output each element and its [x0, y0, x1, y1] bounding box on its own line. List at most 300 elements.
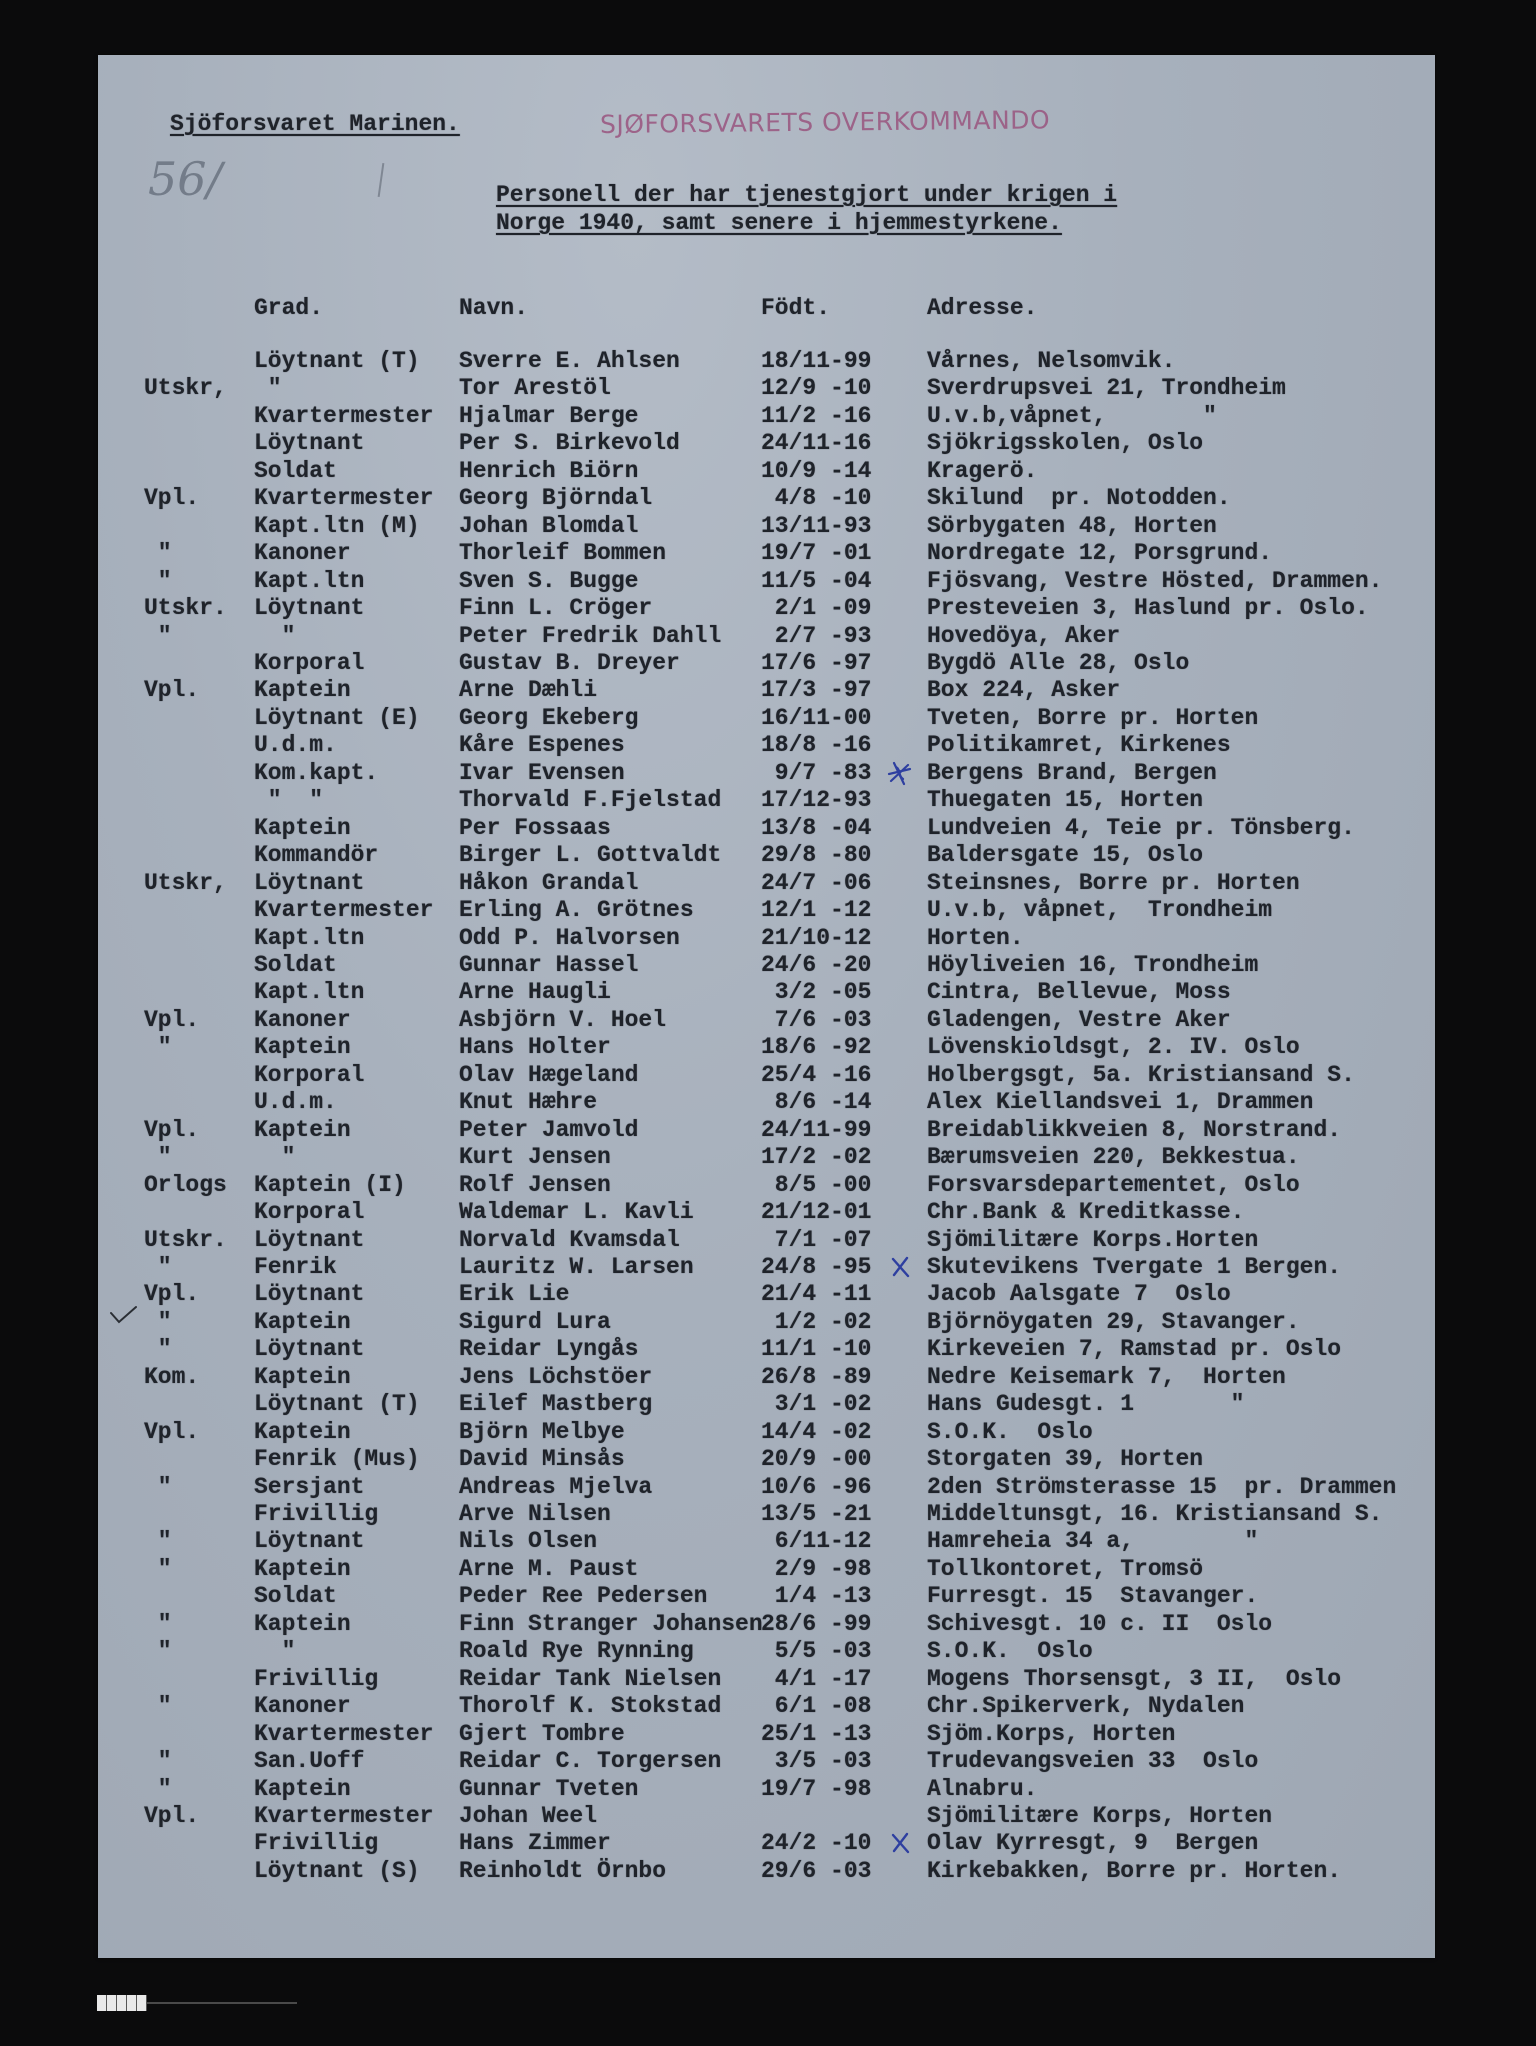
table-row [98, 1474, 1435, 1501]
column-header-birth-date: Födt. [761, 295, 831, 321]
birth-date: 9/7 -83 [774, 759, 872, 786]
rank: Löytnant [254, 1281, 365, 1308]
column-header-address: Adresse. [927, 295, 1038, 321]
rank: Kaptein [254, 1555, 351, 1582]
address: Skutevikens Tvergate 1 Bergen. [927, 1253, 1342, 1280]
birth-date: 11/2 -16 [761, 402, 872, 429]
rank-prefix: Orlogs [144, 1171, 227, 1198]
person-name: Knut Hæhre [459, 1089, 598, 1116]
rank-prefix: " [144, 1528, 172, 1555]
table-row [98, 595, 1435, 622]
table-row [98, 1199, 1435, 1226]
table-row [98, 760, 1435, 787]
table-row [98, 1583, 1435, 1610]
rank: Kvartermester [254, 485, 434, 512]
table-row [98, 1721, 1435, 1748]
rank: Kanoner [254, 1006, 351, 1033]
birth-date: 17/6 -97 [761, 649, 872, 676]
person-name: Rolf Jensen [459, 1171, 611, 1198]
rank: Löytnant [254, 1336, 365, 1363]
person-name: Olav Hægeland [459, 1061, 639, 1088]
rank: Kapt.ltn [254, 979, 365, 1006]
person-name: Peder Ree Pedersen [459, 1583, 708, 1610]
person-name: Georg Björndal [459, 485, 653, 512]
personnel-list [98, 348, 1435, 1885]
table-row [98, 1144, 1435, 1171]
rank: Kvartermester [254, 1803, 434, 1830]
person-name: Finn L. Cröger [459, 595, 653, 622]
table-row [98, 979, 1435, 1006]
rank-prefix: " [144, 1308, 172, 1335]
birth-date: 12/9 -10 [761, 375, 872, 402]
birth-date: 17/2 -02 [761, 1144, 872, 1171]
rank-prefix: Utskr, [144, 375, 227, 402]
rank-prefix: Utskr, [144, 869, 227, 896]
rank: Korporal [254, 649, 365, 676]
address: Alnabru. [927, 1775, 1038, 1802]
birth-date: 24/11-99 [761, 1116, 872, 1143]
address: Baldersgate 15, Oslo [927, 842, 1204, 869]
organization-heading: Sjöforsvaret Marinen. [170, 111, 460, 137]
birth-date: 10/9 -14 [761, 457, 872, 484]
rank: " [254, 1638, 296, 1665]
check-mark-icon [108, 1304, 138, 1328]
address: Höyliveien 16, Trondheim [927, 951, 1259, 978]
person-name: Björn Melbye [459, 1418, 625, 1445]
person-name: Waldemar L. Kavli [459, 1199, 694, 1226]
table-row [98, 1501, 1435, 1528]
address: Vårnes, Nelsomvik. [927, 348, 1176, 374]
address: Sjökrigsskolen, Oslo [927, 430, 1204, 457]
table-row [98, 1419, 1435, 1446]
table-row [98, 1748, 1435, 1775]
table-row [98, 842, 1435, 869]
rank: Kaptein [254, 814, 351, 841]
address: Björnöygaten 29, Stavanger. [927, 1308, 1300, 1335]
table-row [98, 403, 1435, 430]
table-row [98, 1446, 1435, 1473]
rank-prefix: " [144, 1775, 172, 1802]
table-row [98, 925, 1435, 952]
table-row [98, 568, 1435, 595]
address: S.O.K. Oslo [927, 1418, 1093, 1445]
person-name: Eilef Mastberg [459, 1391, 653, 1418]
table-row [98, 1227, 1435, 1254]
rank-prefix: Vpl. [144, 1803, 200, 1830]
birth-date: 7/1 -07 [774, 1226, 872, 1253]
person-name: Gustav B. Dreyer [459, 649, 680, 676]
birth-date: 17/3 -97 [761, 677, 872, 704]
rank: Fenrik [254, 1253, 337, 1280]
person-name: Sigurd Lura [459, 1308, 611, 1335]
rank: " " [254, 787, 324, 814]
rank-prefix: Vpl. [144, 1418, 200, 1445]
address: Lövenskioldsgt, 2. IV. Oslo [927, 1034, 1300, 1061]
person-name: Peter Fredrik Dahll [459, 622, 722, 649]
table-row [98, 1172, 1435, 1199]
table-row [98, 1281, 1435, 1308]
birth-date: 12/1 -12 [761, 897, 872, 924]
rank: Löytnant [254, 430, 365, 457]
table-row [98, 430, 1435, 457]
address: Sverdrupsvei 21, Trondheim [927, 375, 1286, 402]
rank-prefix: Utskr. [144, 1226, 227, 1253]
address: Steinsnes, Borre pr. Horten [927, 869, 1300, 896]
rank-prefix: " [144, 1638, 172, 1665]
rank: Fenrik (Mus) [254, 1446, 420, 1473]
address: Alex Kiellandsvei 1, Drammen [927, 1089, 1314, 1116]
table-row [98, 650, 1435, 677]
person-name: Hjalmar Berge [459, 402, 639, 429]
table-row [98, 952, 1435, 979]
table-row [98, 458, 1435, 485]
birth-date: 11/5 -04 [761, 567, 872, 594]
person-name: Hans Holter [459, 1034, 611, 1061]
birth-date: 7/6 -03 [774, 1006, 872, 1033]
birth-date: 3/2 -05 [774, 979, 872, 1006]
birth-date: 14/4 -02 [761, 1418, 872, 1445]
person-name: Sven S. Bugge [459, 567, 639, 594]
birth-date: 16/11-00 [761, 704, 872, 731]
handwritten-folio-number: 56/ [148, 152, 223, 206]
rank-prefix: " [144, 540, 172, 567]
birth-date: 10/6 -96 [761, 1473, 872, 1500]
birth-date: 1/4 -13 [774, 1583, 872, 1610]
rank: Korporal [254, 1061, 365, 1088]
address: Holbergsgt, 5a. Kristiansand S. [927, 1061, 1355, 1088]
address: Lundveien 4, Teie pr. Tönsberg. [927, 814, 1355, 841]
rank: Sersjant [254, 1473, 365, 1500]
table-row [98, 348, 1435, 375]
table-row [98, 1858, 1435, 1885]
address: Hovedöya, Aker [927, 622, 1121, 649]
table-row [98, 1336, 1435, 1363]
rank-prefix: Vpl. [144, 1006, 200, 1033]
birth-date: 8/6 -14 [774, 1089, 872, 1116]
address: Box 224, Asker [927, 677, 1121, 704]
birth-date: 2/1 -09 [774, 595, 872, 622]
birth-date: 18/8 -16 [761, 732, 872, 759]
rank: Frivillig [254, 1665, 379, 1692]
table-row [98, 1776, 1435, 1803]
rank: Kaptein (I) [254, 1171, 406, 1198]
person-name: Gjert Tombre [459, 1720, 625, 1747]
table-row [98, 1693, 1435, 1720]
birth-date: 8/5 -00 [774, 1171, 872, 1198]
birth-date: 25/1 -13 [761, 1720, 872, 1747]
rank: Kom.kapt. [254, 759, 379, 786]
table-row [98, 732, 1435, 759]
person-name: Johan Weel [459, 1803, 598, 1830]
person-name: Arne Haugli [459, 979, 611, 1006]
rank: Kaptein [254, 1775, 351, 1802]
person-name: David Minsås [459, 1446, 625, 1473]
table-row [98, 1556, 1435, 1583]
person-name: Roald Rye Rynning [459, 1638, 694, 1665]
birth-date: 25/4 -16 [761, 1061, 872, 1088]
person-name: Tor Arestöl [459, 375, 611, 402]
address: Bygdö Alle 28, Oslo [927, 649, 1190, 676]
address: Tollkontoret, Tromsö [927, 1555, 1204, 1582]
person-name: Lauritz W. Larsen [459, 1253, 694, 1280]
person-name: Henrich Biörn [459, 457, 639, 484]
birth-date: 17/12-93 [761, 787, 872, 814]
person-name: Reidar C. Torgersen [459, 1748, 722, 1775]
table-row [98, 375, 1435, 402]
rank-prefix: " [144, 1144, 172, 1171]
rank: Kvartermester [254, 897, 434, 924]
address: Kirkeveien 7, Ramstad pr. Oslo [927, 1336, 1342, 1363]
address: Sjömilitære Korps.Horten [927, 1226, 1259, 1253]
rank: Kaptein [254, 1610, 351, 1637]
birth-date: 13/5 -21 [761, 1501, 872, 1528]
birth-date: 21/4 -11 [761, 1281, 872, 1308]
table-row [98, 1391, 1435, 1418]
person-name: Jens Löchstöer [459, 1363, 653, 1390]
birth-date: 2/9 -98 [774, 1555, 872, 1582]
birth-date: 18/6 -92 [761, 1034, 872, 1061]
person-name: Arne M. Paust [459, 1555, 639, 1582]
person-name: Ivar Evensen [459, 759, 625, 786]
person-name: Thorvald F.Fjelstad [459, 787, 722, 814]
address: Sjöm.Korps, Horten [927, 1720, 1176, 1747]
person-name: Reidar Lyngås [459, 1336, 639, 1363]
asterisk-mark-icon [886, 760, 914, 787]
birth-date: 20/9 -00 [761, 1446, 872, 1473]
person-name: Odd P. Halvorsen [459, 924, 680, 951]
rank-prefix: " [144, 1555, 172, 1582]
rank: Kaptein [254, 1116, 351, 1143]
person-name: Thorolf K. Stokstad [459, 1693, 722, 1720]
person-name: Asbjörn V. Hoel [459, 1006, 667, 1033]
birth-date: 6/1 -08 [774, 1693, 872, 1720]
table-row [98, 623, 1435, 650]
person-name: Peter Jamvold [459, 1116, 639, 1143]
birth-date: 24/2 -10 [761, 1830, 872, 1857]
address: Cintra, Bellevue, Moss [927, 979, 1231, 1006]
rank: Kaptein [254, 1418, 351, 1445]
person-name: Gunnar Tveten [459, 1775, 639, 1802]
table-row [98, 1611, 1435, 1638]
birth-date: 29/6 -03 [761, 1857, 872, 1884]
document-page [98, 55, 1435, 1958]
address: Kragerö. [927, 457, 1038, 484]
person-name: Birger L. Gottvaldt [459, 842, 722, 869]
birth-date: 6/11-12 [774, 1528, 872, 1555]
person-name: Håkon Grandal [459, 869, 639, 896]
rank-prefix: " [144, 1336, 172, 1363]
rank: San.Uoff [254, 1748, 365, 1775]
table-row [98, 897, 1435, 924]
scale-bar [97, 1995, 147, 2011]
address: Trudevangsveien 33 Oslo [927, 1748, 1259, 1775]
document-title-line-2: Norge 1940, samt senere i hjemmestyrkene. [496, 210, 1062, 236]
rank: Kapt.ltn [254, 924, 365, 951]
address: Thuegaten 15, Horten [927, 787, 1204, 814]
rank: Löytnant (T) [254, 348, 420, 374]
table-row [98, 485, 1435, 512]
address: Kirkebakken, Borre pr. Horten. [927, 1857, 1342, 1884]
person-name: Georg Ekeberg [459, 704, 639, 731]
rank: Kvartermester [254, 1720, 434, 1747]
rank-prefix: " [144, 1693, 172, 1720]
rank: Kommandör [254, 842, 379, 869]
address: 2den Strömsterasse 15 pr. Drammen [927, 1473, 1397, 1500]
rank-prefix: Vpl. [144, 1281, 200, 1308]
document-title-line-1: Personell der har tjenestgjort under krigen i [496, 182, 1118, 208]
rank: Kanoner [254, 540, 351, 567]
address: Sjömilitære Korps, Horten [927, 1803, 1273, 1830]
pencil-stroke [378, 163, 385, 197]
column-header-name: Navn. [459, 295, 529, 321]
rank: Löytnant [254, 1226, 365, 1253]
person-name: Nils Olsen [459, 1528, 598, 1555]
birth-date: 3/1 -02 [774, 1391, 872, 1418]
table-row [98, 1638, 1435, 1665]
birth-date: 26/8 -89 [761, 1363, 872, 1390]
table-row [98, 1254, 1435, 1281]
birth-date: 11/1 -10 [761, 1336, 872, 1363]
birth-date: 5/5 -03 [774, 1638, 872, 1665]
archive-stamp: SJØFORSVARETS OVERKOMMANDO [599, 105, 1051, 139]
rank: U.d.m. [254, 1089, 337, 1116]
rank: Löytnant [254, 869, 365, 896]
address: Nordregate 12, Porsgrund. [927, 540, 1273, 567]
address: Furresgt. 15 Stavanger. [927, 1583, 1259, 1610]
person-name: Sverre E. Ahlsen [459, 348, 680, 374]
rank-prefix: " [144, 1748, 172, 1775]
person-name: Kåre Espenes [459, 732, 625, 759]
table-row [98, 815, 1435, 842]
rank-prefix: Vpl. [144, 1116, 200, 1143]
scale-bar-line [147, 2002, 297, 2004]
rank: Löytnant (E) [254, 704, 420, 731]
address: Presteveien 3, Haslund pr. Oslo. [927, 595, 1369, 622]
rank: Soldat [254, 1583, 337, 1610]
rank: Löytnant (S) [254, 1857, 420, 1884]
address: Tveten, Borre pr. Horten [927, 704, 1259, 731]
birth-date: 4/8 -10 [774, 485, 872, 512]
birth-date: 24/7 -06 [761, 869, 872, 896]
rank: Frivillig [254, 1830, 379, 1857]
person-name: Per Fossaas [459, 814, 611, 841]
rank: Kanoner [254, 1693, 351, 1720]
rank-prefix: Vpl. [144, 677, 200, 704]
rank-prefix: Kom. [144, 1363, 200, 1390]
address: Olav Kyrresgt, 9 Bergen [927, 1830, 1259, 1857]
table-row [98, 513, 1435, 540]
birth-date: 28/6 -99 [761, 1610, 872, 1637]
rank: Soldat [254, 951, 337, 978]
person-name: Per S. Birkevold [459, 430, 680, 457]
birth-date: 21/10-12 [761, 924, 872, 951]
table-row [98, 787, 1435, 814]
person-name: Hans Zimmer [459, 1830, 611, 1857]
table-row [98, 1089, 1435, 1116]
table-row [98, 1034, 1435, 1061]
address: Schivesgt. 10 c. II Oslo [927, 1610, 1273, 1637]
rank-prefix: Utskr. [144, 595, 227, 622]
table-row [98, 1062, 1435, 1089]
address: U.v.b, våpnet, Trondheim [927, 897, 1273, 924]
table-row [98, 1803, 1435, 1830]
person-name: Erik Lie [459, 1281, 570, 1308]
address: Chr.Bank & Kreditkasse. [927, 1199, 1245, 1226]
person-name: Kurt Jensen [459, 1144, 611, 1171]
person-name: Thorleif Bommen [459, 540, 667, 567]
address: Gladengen, Vestre Aker [927, 1006, 1231, 1033]
rank-prefix: " [144, 1610, 172, 1637]
rank: Kapt.ltn [254, 567, 365, 594]
address: Sörbygaten 48, Horten [927, 512, 1217, 539]
rank-prefix: " [144, 1034, 172, 1061]
birth-date: 4/1 -17 [774, 1665, 872, 1692]
address: Forsvarsdepartementet, Oslo [927, 1171, 1300, 1198]
rank: U.d.m. [254, 732, 337, 759]
address: Nedre Keisemark 7, Horten [927, 1363, 1286, 1390]
table-row [98, 1117, 1435, 1144]
table-row [98, 1007, 1435, 1034]
table-row [98, 870, 1435, 897]
x-mark-icon [886, 1830, 914, 1857]
address: Politikamret, Kirkenes [927, 732, 1231, 759]
table-row [98, 1364, 1435, 1391]
person-name: Johan Blomdal [459, 512, 639, 539]
rank: Soldat [254, 457, 337, 484]
rank-prefix: " [144, 1253, 172, 1280]
rank-prefix: " [144, 567, 172, 594]
birth-date: 18/11-99 [761, 348, 872, 374]
birth-date: 13/11-93 [761, 512, 872, 539]
rank-prefix: " [144, 622, 172, 649]
person-name: Andreas Mjelva [459, 1473, 653, 1500]
rank: Kapt.ltn (M) [254, 512, 420, 539]
birth-date: 1/2 -02 [774, 1308, 872, 1335]
birth-date: 21/12-01 [761, 1199, 872, 1226]
address: Fjösvang, Vestre Hösted, Drammen. [927, 567, 1383, 594]
birth-date: 3/5 -03 [774, 1748, 872, 1775]
person-name: Norvald Kvamsdal [459, 1226, 680, 1253]
table-row [98, 1666, 1435, 1693]
birth-date: 19/7 -01 [761, 540, 872, 567]
column-header-rank: Grad. [254, 295, 324, 321]
table-row [98, 1309, 1435, 1336]
table-row [98, 677, 1435, 704]
person-name: Gunnar Hassel [459, 951, 639, 978]
person-name: Arve Nilsen [459, 1501, 611, 1528]
address: Hamreheia 34 a, " [927, 1528, 1259, 1555]
rank-prefix: " [144, 1473, 172, 1500]
rank: Kaptein [254, 1363, 351, 1390]
person-name: Erling A. Grötnes [459, 897, 694, 924]
birth-date: 24/6 -20 [761, 951, 872, 978]
birth-date: 29/8 -80 [761, 842, 872, 869]
address: Hans Gudesgt. 1 " [927, 1391, 1245, 1418]
rank: Kaptein [254, 1308, 351, 1335]
person-name: Finn Stranger Johansen [459, 1610, 763, 1637]
rank: Löytnant [254, 1528, 365, 1555]
address: Chr.Spikerverk, Nydalen [927, 1693, 1245, 1720]
person-name: Reidar Tank Nielsen [459, 1665, 722, 1692]
rank: Löytnant (T) [254, 1391, 420, 1418]
table-row [98, 1830, 1435, 1857]
address: Mogens Thorsensgt, 3 II, Oslo [927, 1665, 1342, 1692]
address: U.v.b,våpnet, " [927, 402, 1217, 429]
x-mark-icon [886, 1254, 914, 1281]
birth-date: 2/7 -93 [774, 622, 872, 649]
rank: Frivillig [254, 1501, 379, 1528]
rank: Kvartermester [254, 402, 434, 429]
